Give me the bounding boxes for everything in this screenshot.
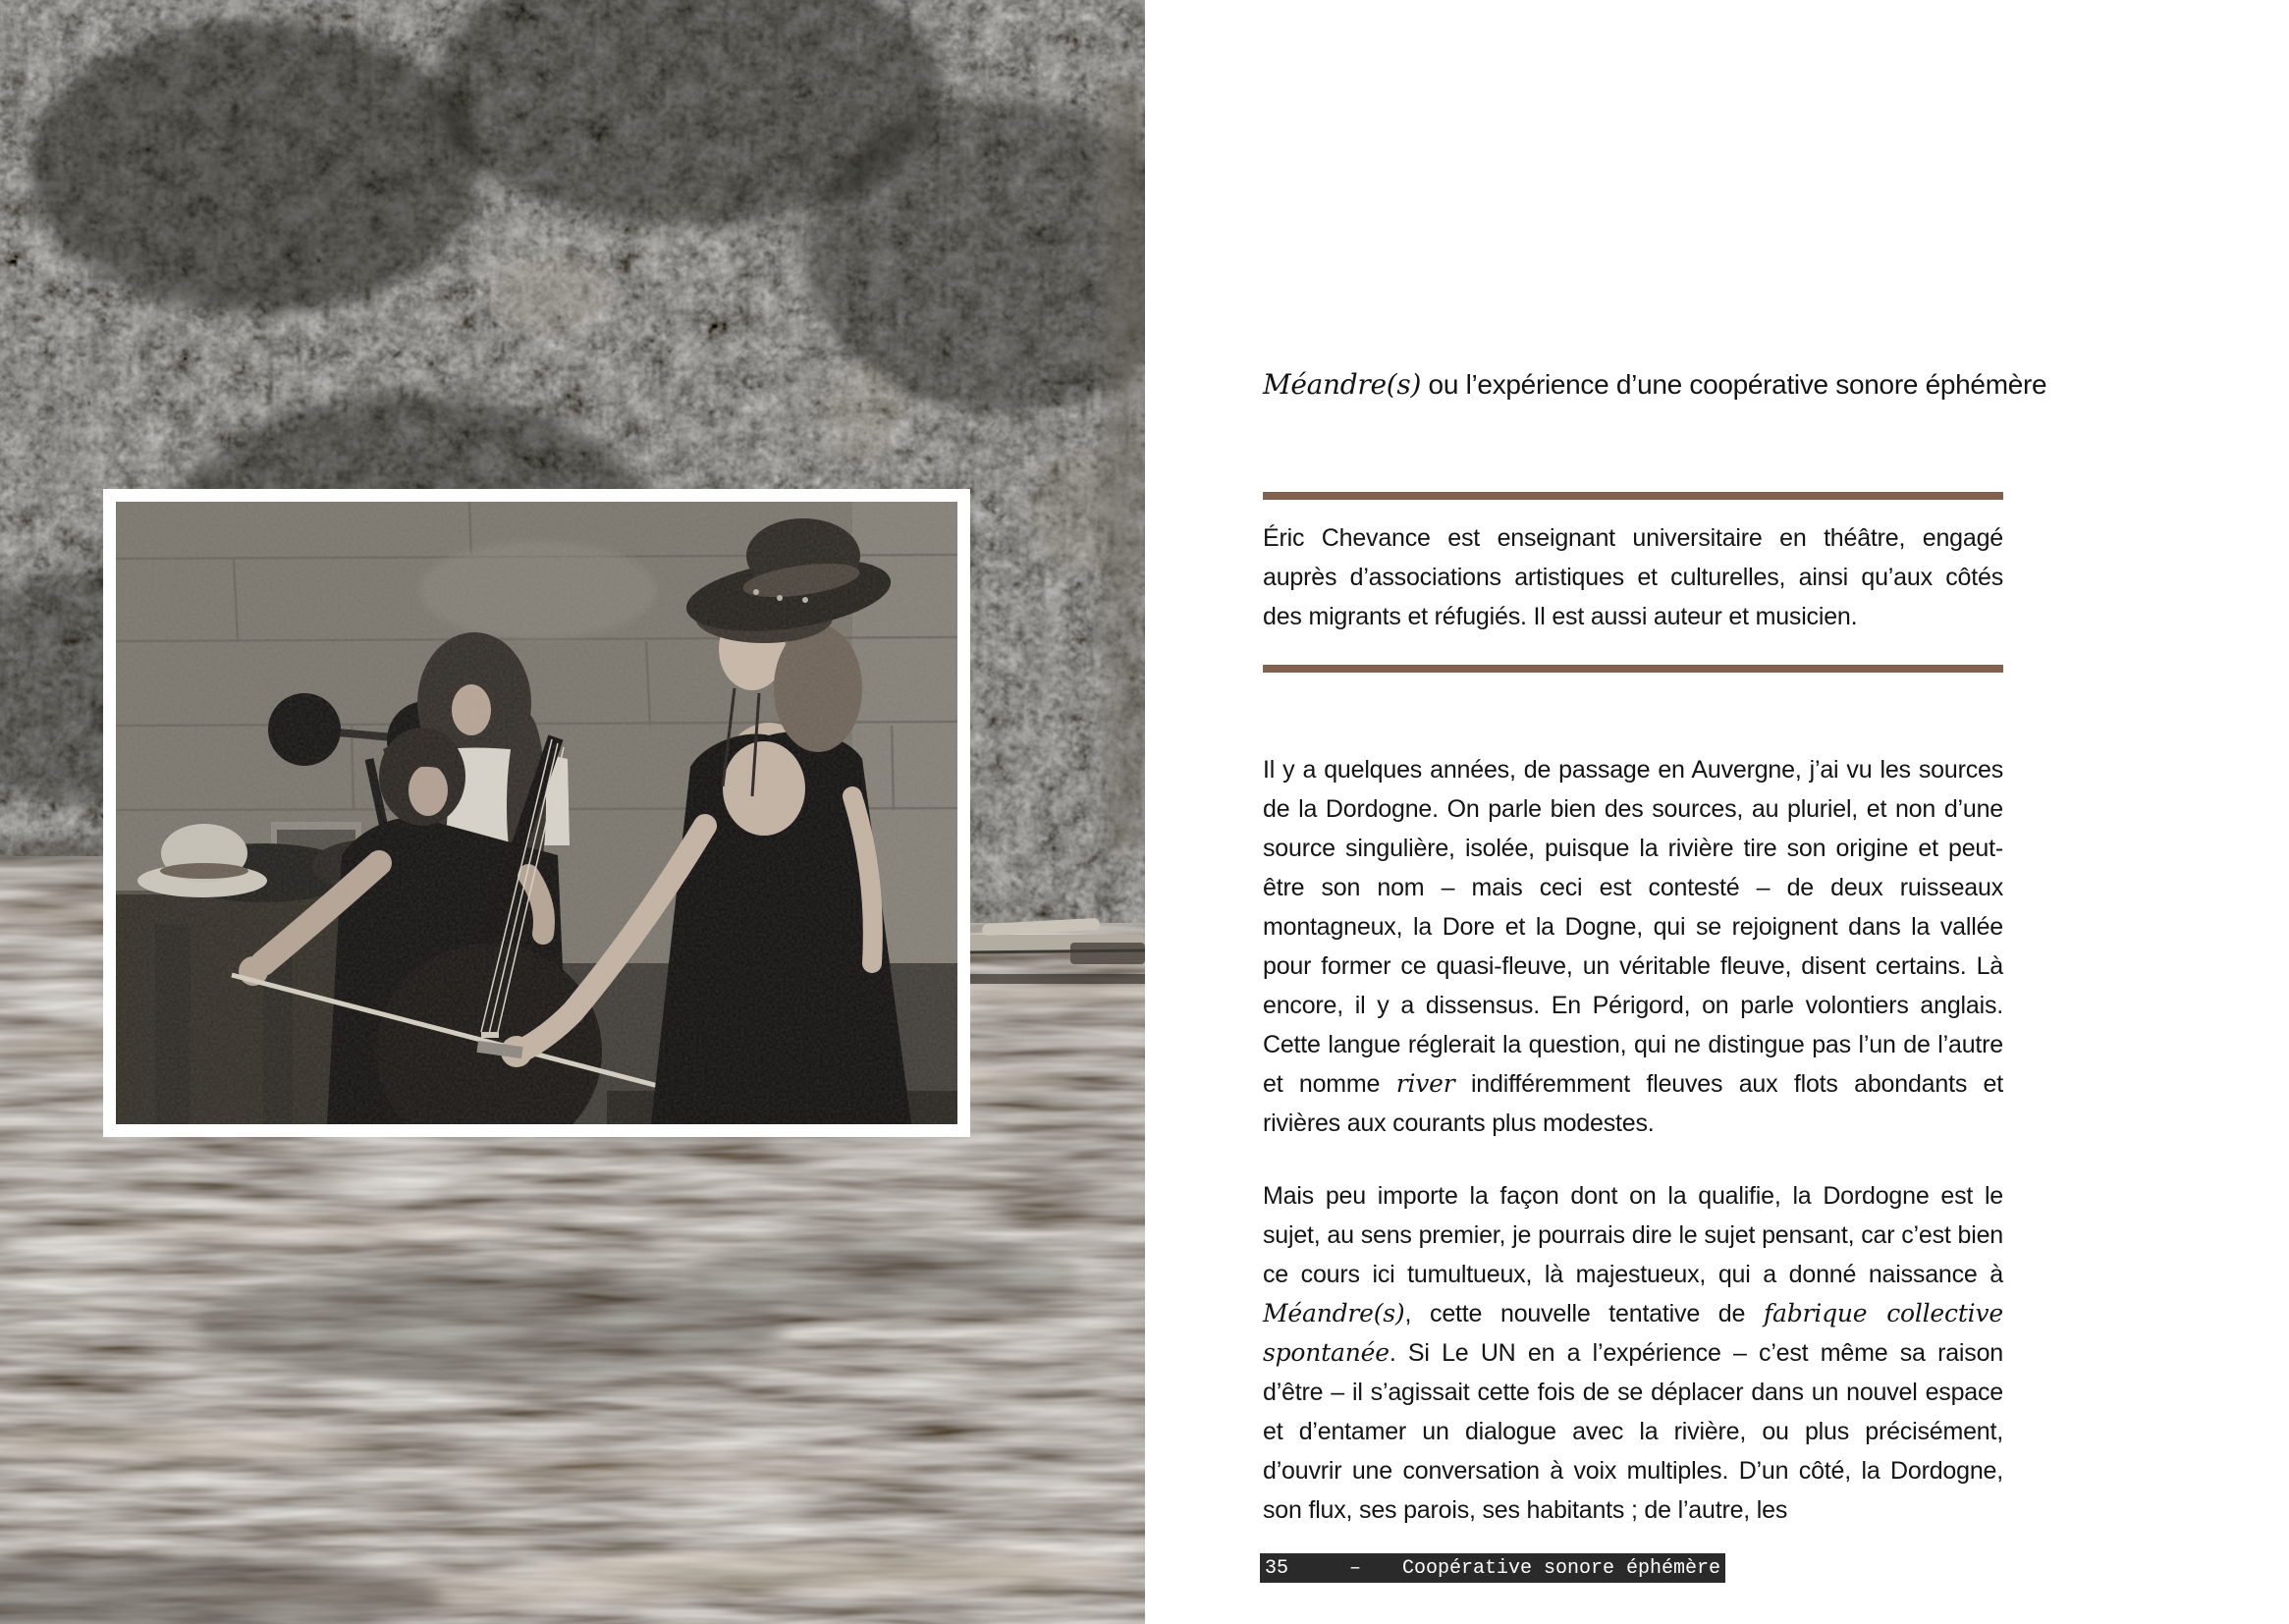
divider-bottom bbox=[1263, 665, 2003, 673]
photo-grain bbox=[116, 502, 957, 1124]
page-number: 35 bbox=[1265, 1556, 1289, 1580]
body-paragraph-1: Il y a quelques années, de passage en Auvergne, j’ai vu les sources de la Dordogne. On parle bien des sources, au pluriel, et non d’une source singulière, isolée, puisque la rivière tire son origine et peut-être son nom – mais ceci est contesté – de deux ruisseaux montagneux, la Dore et la Dogne, qui se rejoignent dans la vallée pour former ce quasi-fleuve, un véritable fleuve, disent certains. Là encore, il y a dissensus. En Périgord, on parle volontiers anglais. Cette langue réglerait la question, qui ne distingue pas l’un de l’autre et nomme river indifféremment fleuves aux flots abondants et rivières aux courants plus modestes. bbox=[1263, 756, 2003, 1137]
running-footer bbox=[1260, 1553, 1725, 1583]
body-paragraph-2: Mais peu importe la façon dont on la qualifie, la Dordogne est le sujet, au sens premier, je pourrais dire le sujet pensant, car c’est bien ce cours ici tumultueux, là majestueux, qui a donné naissance à Méandre(s), cette nouvelle tentative de fabrique collective spontanée. Si Le UN en a l’expérience – c’est même sa raison d’être – il s’agissait cette fois de se déplacer dans un nouvel espace et d’entamer un dialogue avec la rivière, ou plus précisément, d’ouvrir une conversation à voix multiples. D’un côté, la Dordogne, son flux, ses parois, ses habitants ; de l’autre, les bbox=[1263, 1182, 2003, 1524]
author-bio: Éric Chevance est enseignant universitaire en théâtre, engagé auprès d’associations artistiques et culturelles, ainsi qu’aux côtés des migrants et réfugiés. Il est aussi auteur et musicien. bbox=[1263, 524, 2003, 630]
musicians-photo-art bbox=[116, 502, 957, 1124]
footer-separator: – bbox=[1349, 1556, 1362, 1580]
musicians-inset-photo bbox=[103, 489, 970, 1137]
running-title: Coopérative sonore éphémère bbox=[1401, 1556, 1720, 1580]
text-column bbox=[1263, 0, 2047, 1624]
chapter-title: Méandre(s) ou l’expérience d’une coopérative sonore éphémère bbox=[1263, 368, 2047, 401]
divider-top bbox=[1263, 492, 2003, 500]
